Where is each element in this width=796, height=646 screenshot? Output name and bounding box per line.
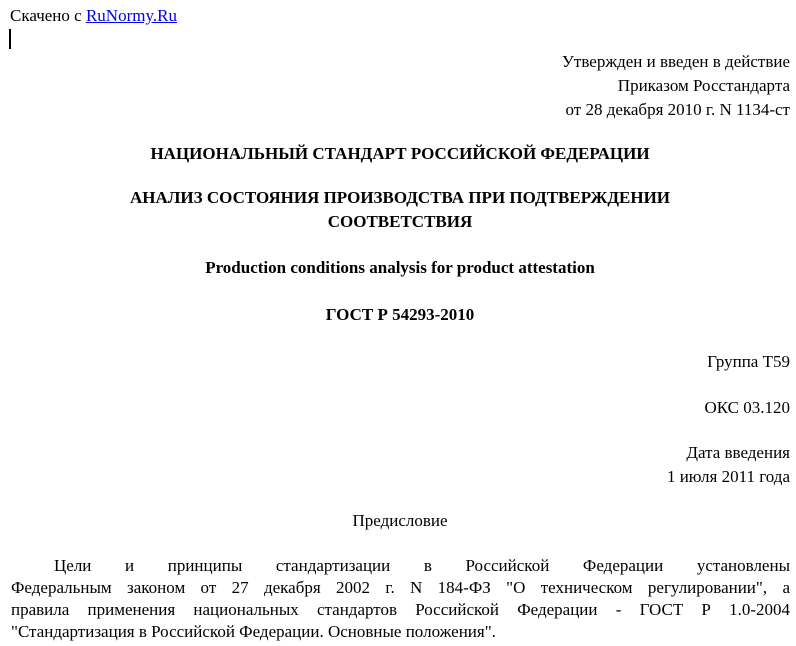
foreword-paragraph <box>11 555 790 643</box>
approval-line-2: Приказом Росстандарта <box>617 76 790 95</box>
group-label: Группа Т59 <box>707 352 790 371</box>
approval-line-3: от 28 декабря 2010 г. N 1134-ст <box>565 100 790 119</box>
effective-date-value: 1 июля 2011 года <box>666 467 790 486</box>
foreword-line-3: правила применения национальных стандартов Российской Федерации - ГОСТ Р 1.0-2004 <box>11 600 790 619</box>
standard-type-heading: НАЦИОНАЛЬНЫЙ СТАНДАРТ РОССИЙСКОЙ ФЕДЕРАЦИИ <box>150 144 650 163</box>
english-title: Production conditions analysis for product attestation <box>205 258 595 277</box>
title-line-2: СООТВЕТСТВИЯ <box>327 212 473 231</box>
effective-date-block <box>667 441 790 489</box>
source-line <box>10 5 177 27</box>
source-link[interactable]: RuNormy.Ru <box>85 6 177 25</box>
gost-code: ГОСТ Р 54293-2010 <box>325 305 475 324</box>
foreword-line-2: Федеральным законом от 27 декабря 2002 г. N 184-ФЗ "О техническом регулировании", а <box>11 578 790 597</box>
foreword-line-4: "Стандартизация в Российской Федерации. Основные положения". <box>11 622 496 641</box>
source-prefix: Скачено с <box>10 6 86 25</box>
approval-line-1: Утвержден и введен в действие <box>561 52 790 71</box>
title-line-1: АНАЛИЗ СОСТОЯНИЯ ПРОИЗВОДСТВА ПРИ ПОДТВЕРЖДЕНИИ <box>129 188 671 207</box>
oks-label: ОКС 03.120 <box>704 398 790 417</box>
text-cursor <box>9 29 11 49</box>
foreword-heading: Предисловие <box>352 511 448 530</box>
effective-date-label: Дата введения <box>686 443 790 462</box>
approval-block <box>562 50 790 122</box>
foreword-line-1: Цели и принципы стандартизации в Российской Федерации установлены <box>54 556 790 575</box>
